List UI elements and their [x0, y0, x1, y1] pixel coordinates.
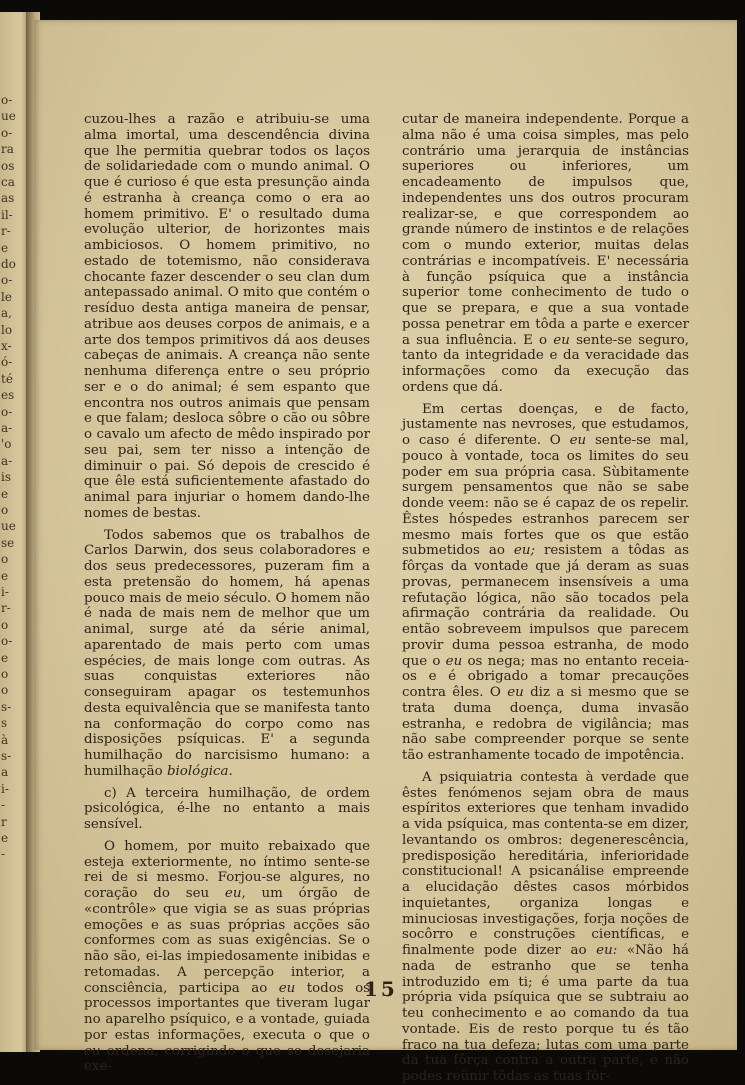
text-run: «Não há nada de estranho que se tenha introduzido em ti; é uma parte da tua própria vida psíquica que se subtraiu ao teu conhecimento e ao comando da tua vontade. Eis de resto porque tu és tão fraco na tua defeza; lutas com uma parte da tua fôrça contra a outra parte, e não podes reünir tôdas as tuas fôr-	[402, 943, 689, 1084]
facing-page-text-fragment: e	[1, 240, 9, 255]
facing-page-text-fragment: s	[1, 716, 8, 731]
facing-page-text-fragment: a,	[1, 306, 12, 321]
facing-page-text-fragment: os	[1, 158, 15, 173]
facing-page-text-fragment: r-	[1, 224, 11, 239]
italic-text: biológica.	[166, 763, 233, 779]
facing-page-text-fragment: i-	[1, 781, 9, 796]
facing-page-text-fragment: té	[1, 371, 13, 386]
text-run: Em certas doenças, e de facto, justamente nas nevroses, que estudamos, o caso é diferente. O	[402, 401, 689, 448]
facing-page-text-fragment: a-	[1, 453, 13, 468]
text-run: O homem, por muito rebaixado que esteja exteriormente, no íntimo sente-se rei de si mesmo. Forjou-se algures, no coração do seu	[84, 838, 370, 901]
italic-text: eu	[278, 980, 296, 996]
facing-page-text-fragment: ca	[1, 175, 15, 189]
italic-text: eu	[224, 886, 242, 901]
facing-page-text-fragment: is	[1, 470, 11, 485]
facing-page-text-fragment: -	[1, 847, 6, 862]
facing-page-text-fragment: ue	[1, 109, 16, 124]
facing-page-text-fragment: il-	[1, 207, 13, 222]
facing-page-text-fragment: o	[1, 667, 9, 681]
facing-page-text-fragment: es	[1, 388, 15, 403]
facing-page-text-fragment: le	[1, 289, 12, 304]
facing-page-text-fragment: x-	[1, 339, 12, 353]
italic-text: eu	[84, 1043, 101, 1059]
facing-page-text-fragment: e	[1, 650, 9, 665]
facing-page-text-fragment: ue	[1, 519, 16, 534]
facing-page-text-fragment: as	[1, 191, 15, 206]
text-run: , um órgão de «contrôle» que vigia se as suas próprias emoções e as suas próprias acções são conformes com as suas exigências. Se o não são, ei-las impiedosamente inibidas e retomadas. A percepção interior, a consciência, participa ao	[84, 886, 370, 996]
facing-page-text-fragment: e	[1, 831, 9, 845]
paragraph	[402, 770, 689, 1085]
text-run: Todos sabemos que os trabalhos de Carlos Darwin, dos seus colaboradores e dos seus predecessores, puzeram fim a esta pretensão do homem, há apenas pouco mais de meio século. O homem não é nada de mais nem de melhor que um animal, surge até da série animal, aparentado de mais perto com umas espécies, de mais longe com outras. As suas conquistas exteriores não conseguiram apagar os testemunhos desta equivalência que se manifesta tanto na conformação do corpo como nas disposições psíquicas. E' a segunda humilhação do narcisismo humano: a humilhação	[84, 527, 370, 779]
facing-page-text-fragment: se	[1, 535, 15, 550]
paragraph	[84, 528, 370, 780]
facing-page-text-fragment: o-	[1, 273, 13, 288]
text-run: c) A terceira humilhação, de ordem psicológica, é-lhe no entanto a mais sensível.	[84, 785, 370, 832]
facing-page-text-fragment: e	[1, 486, 9, 501]
page-number: 15	[364, 977, 398, 1001]
facing-page-text-fragment: e	[1, 568, 9, 583]
facing-page-text-fragment: o	[1, 503, 9, 517]
facing-page-text-fragment: r-	[1, 601, 11, 616]
italic-text: eu:	[596, 943, 618, 958]
facing-page-text-fragment: a	[1, 765, 9, 780]
text-run: cuzou-lhes a razão e atribuiu-se uma alma imortal, uma descendência divina que lhe permitia quebrar todos os laços de solidariedade com o mundo animal. O que é curioso é que esta presunção ainda é estranha à creança como o era ao homem primitivo. E' o resultado duma evolução ulterior, de horizontes mais ambiciosos. O homem primitivo, no estado de totemismo, não considerava chocante fazer descender o seu clan dum antepassado animal. O mito que contém o resíduo desta antiga maneira de pensar, atribue aos deuses corpos de animais, e a arte dos tempos primitivos dá aos deuses cabeças de animais. A creança não sente nenhuma diferença entre o seu próprio ser e o do animal; é sem espanto que encontra nos outros animais que pensam e que falam; desloca sôbre o cão ou sôbre o cavalo um afecto de mêdo inspirado por seu pai, sem ter nisso a intenção de diminuir o pai. Só depois de crescido é que êle está suficientemente afastado do animal para injuriar o homem dando-lhe nomes de bestas.	[84, 112, 370, 521]
text-run: sente-se seguro, tanto da integridade e da veracidade das informações como da execução das ordens que dá.	[402, 332, 690, 395]
facing-page-text-fragment: o	[1, 617, 9, 632]
right-text-column	[402, 112, 689, 1085]
facing-page-text-fragment: à	[1, 732, 9, 747]
facing-page-text-fragment: o	[1, 552, 9, 567]
facing-page-text-fragment: ra	[1, 142, 14, 157]
facing-page-text-fragment: o-	[1, 634, 13, 649]
paragraph	[84, 112, 370, 522]
text-run: diz a si mesmo que se trata duma doença, duma invasão estranha, e redobra de vigilância; mas não sabe compreender porque se sente tão estranhamente tocado de impotência.	[402, 685, 689, 763]
text-run: todos os processos importantes que tiveram lugar no aparelho psíquico, e a vontade, guiada por estas informações, executa o que o	[84, 980, 371, 1043]
facing-page-text-fragment: -	[1, 798, 6, 813]
paragraph	[402, 112, 689, 396]
italic-text: eu;	[513, 543, 535, 559]
text-run: ordena, corrigindo o que se desejaria exe-	[84, 1043, 370, 1075]
italic-text: eu	[507, 685, 524, 700]
facing-page-text-fragment: a-	[1, 421, 13, 435]
text-run: sente-se mal, pouco à vontade, toca os limites do seu poder em sua própria casa. Sùbitamente surgem pensamentos que não se sabe donde veem: não se é capaz de os repelir. Êstes hóspedes estranhos parecem ser mesmo mais fortes que os que estão submetidos ao	[402, 433, 689, 559]
facing-page-text-fragment: o	[1, 683, 9, 698]
facing-page-text-fragment: i-	[1, 585, 9, 599]
facing-page-text-fragment: o-	[1, 404, 13, 419]
facing-page-text-fragment: ó-	[1, 355, 13, 370]
text-run: resistem a tôdas as fôrças da vontade que já deram as suas provas, permanecem insensíveis a uma refutação lógica, não são tocados pela afirmação contrária da realidade. Ou então sobreveem impulsos que parecem provir duma pessoa estranha, de modo que o	[402, 543, 689, 669]
paragraph	[402, 402, 689, 764]
italic-text: eu	[445, 653, 463, 669]
text-run: os nega; mas no entanto receia-os e é obrigado a tomar precauções contra êles. O	[402, 653, 689, 700]
facing-page-text-fragment: o-	[1, 93, 13, 107]
paragraph	[84, 786, 370, 833]
left-text-column	[84, 112, 370, 1075]
facing-page-text-fragment: lo	[1, 322, 13, 337]
facing-page-text-fragment: 'o	[1, 437, 12, 452]
italic-text: eu	[553, 332, 570, 348]
book-page	[34, 20, 737, 1084]
facing-page-text-fragment: r	[1, 814, 7, 829]
text-run: A psiquiatria contesta à verdade que êstes fenómenos sejam obra de maus espíritos exteriores que tenham invadido a vida psíquica, mas contenta-se em dizer, levantando os ombros: degenerescência, predisposição hereditária, inferioridade constitucional! A psicanálise empreende a elucidação dêstes casos mórbidos inquietantes, organiza longas e minuciosas investigações, forja noções de socôrro e construções científicas, e finalmente pode dizer ao	[402, 769, 689, 958]
italic-text: eu	[569, 433, 587, 448]
paragraph	[84, 839, 370, 1075]
facing-page-text-fragment: o-	[1, 125, 13, 140]
facing-page-text-fragment: do	[1, 257, 16, 271]
facing-page-text-fragment: s-	[1, 699, 12, 714]
facing-page-text-fragment: s-	[1, 749, 12, 763]
text-run: cutar de maneira independente. Porque a alma não é uma coisa simples, mas pelo contrário uma jerarquia de instâncias superiores ou inferiores, um encadeamento de impulsos que, independentes uns dos outros procuram realizar-se, e que correspondem ao grande número de instintos e de relações com o mundo exterior, muitas delas contrárias e incompatíveis. E' necessária à função psíquica que a instância superior tome conhecimento de tudo o que se prepara, e que a sua vontade possa penetrar em tôda a parte e exercer a sua influência. E o	[402, 112, 689, 348]
